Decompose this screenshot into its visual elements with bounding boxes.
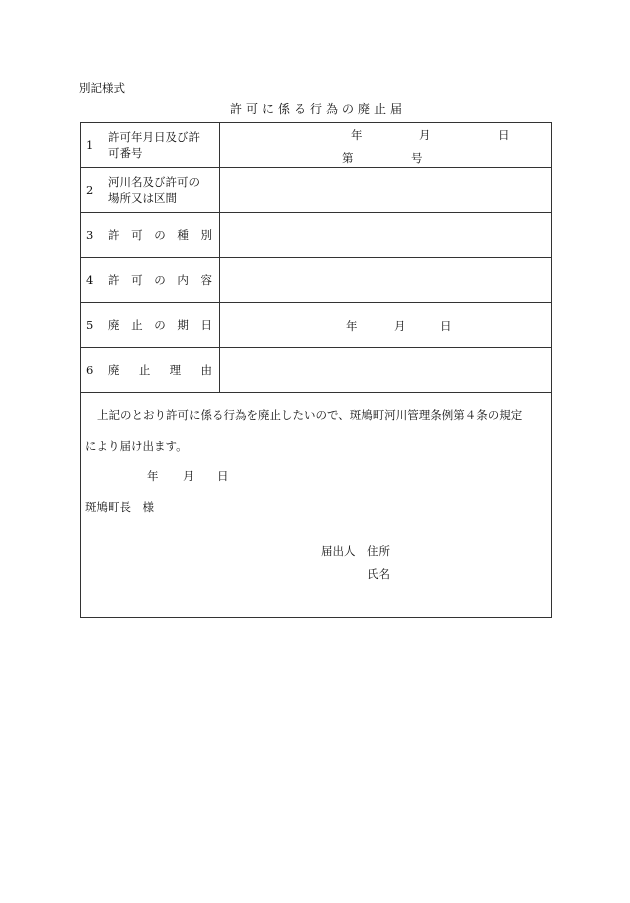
- label-char: 由: [200, 363, 212, 377]
- label-char: 内: [177, 273, 189, 287]
- permit-date-number-field[interactable]: [220, 123, 551, 167]
- label-char: 可: [131, 273, 143, 287]
- river-location-field[interactable]: [220, 168, 551, 212]
- row-label: [108, 348, 212, 392]
- row-label-cell: [81, 303, 220, 347]
- permit-type-field[interactable]: [220, 213, 551, 257]
- row-label: [108, 303, 212, 347]
- dai-label: 第: [342, 151, 354, 165]
- label-char: 廃: [108, 363, 120, 377]
- row-label-line: 可番号: [108, 146, 143, 160]
- addressee: 斑鳩町長 様: [85, 500, 154, 514]
- year-label: 年: [346, 319, 358, 333]
- row-label-cell: [81, 213, 220, 257]
- row-number: 1: [86, 138, 94, 152]
- row-label-cell: [81, 123, 220, 167]
- row-number: 6: [86, 363, 94, 377]
- day-label: 日: [498, 128, 510, 142]
- label-char: 容: [200, 273, 212, 287]
- table-row: [81, 303, 551, 348]
- label-char: 日: [200, 318, 212, 332]
- table-row: [81, 168, 551, 213]
- label-char: 別: [200, 228, 212, 242]
- label-char: 許: [108, 228, 120, 242]
- statement-line: 上記のとおり許可に係る行為を廃止したいので、斑鳩町河川管理条例第４条の規定: [97, 408, 523, 422]
- permit-content-field[interactable]: [220, 258, 551, 302]
- row-label: [108, 258, 212, 302]
- row-label: [108, 129, 220, 161]
- label-char: 止: [131, 318, 143, 332]
- go-label: 号: [411, 151, 423, 165]
- row-label: [108, 174, 220, 206]
- applicant-label: 届出人: [321, 544, 356, 558]
- row-label-line: 許可年月日及び許: [108, 130, 200, 144]
- month-label: 月: [419, 128, 431, 142]
- label-char: 可: [131, 228, 143, 242]
- table-row: [81, 348, 551, 393]
- table-row: [81, 213, 551, 258]
- statement-line: により届け出ます。: [85, 439, 188, 453]
- row-number: 2: [86, 183, 94, 197]
- name-label: 氏名: [367, 567, 390, 581]
- row-label: [108, 213, 212, 257]
- row-label-cell: [81, 348, 220, 392]
- row-label-line: 場所又は区間: [108, 191, 177, 205]
- row-label-cell: [81, 168, 220, 212]
- label-char: の: [154, 273, 166, 287]
- day-label: 日: [440, 319, 452, 333]
- row-number: 5: [86, 318, 94, 332]
- table-row: [81, 123, 551, 168]
- date-year-label: 年: [147, 469, 159, 483]
- date-month-label: 月: [183, 469, 195, 483]
- month-label: 月: [394, 319, 406, 333]
- form-table: [80, 122, 552, 618]
- abolition-date-field[interactable]: [220, 303, 551, 347]
- label-char: 理: [169, 363, 182, 377]
- document-title: 許可に係る行為の廃止届: [229, 102, 406, 116]
- date-day-label: 日: [217, 469, 229, 483]
- address-label: 住所: [367, 544, 390, 558]
- abolition-reason-field[interactable]: [220, 348, 551, 392]
- row-number: 3: [86, 228, 94, 242]
- label-char: 期: [177, 318, 189, 332]
- row-label-line: 河川名及び許可の: [108, 175, 200, 189]
- table-row: [81, 258, 551, 303]
- form-label: 別記様式: [79, 81, 125, 95]
- label-char: 止: [138, 363, 151, 377]
- row-label-cell: [81, 258, 220, 302]
- label-char: 許: [108, 273, 120, 287]
- year-label: 年: [351, 128, 363, 142]
- label-char: 種: [177, 228, 189, 242]
- row-number: 4: [86, 273, 94, 287]
- label-char: の: [154, 318, 166, 332]
- label-char: の: [154, 228, 166, 242]
- label-char: 廃: [108, 318, 120, 332]
